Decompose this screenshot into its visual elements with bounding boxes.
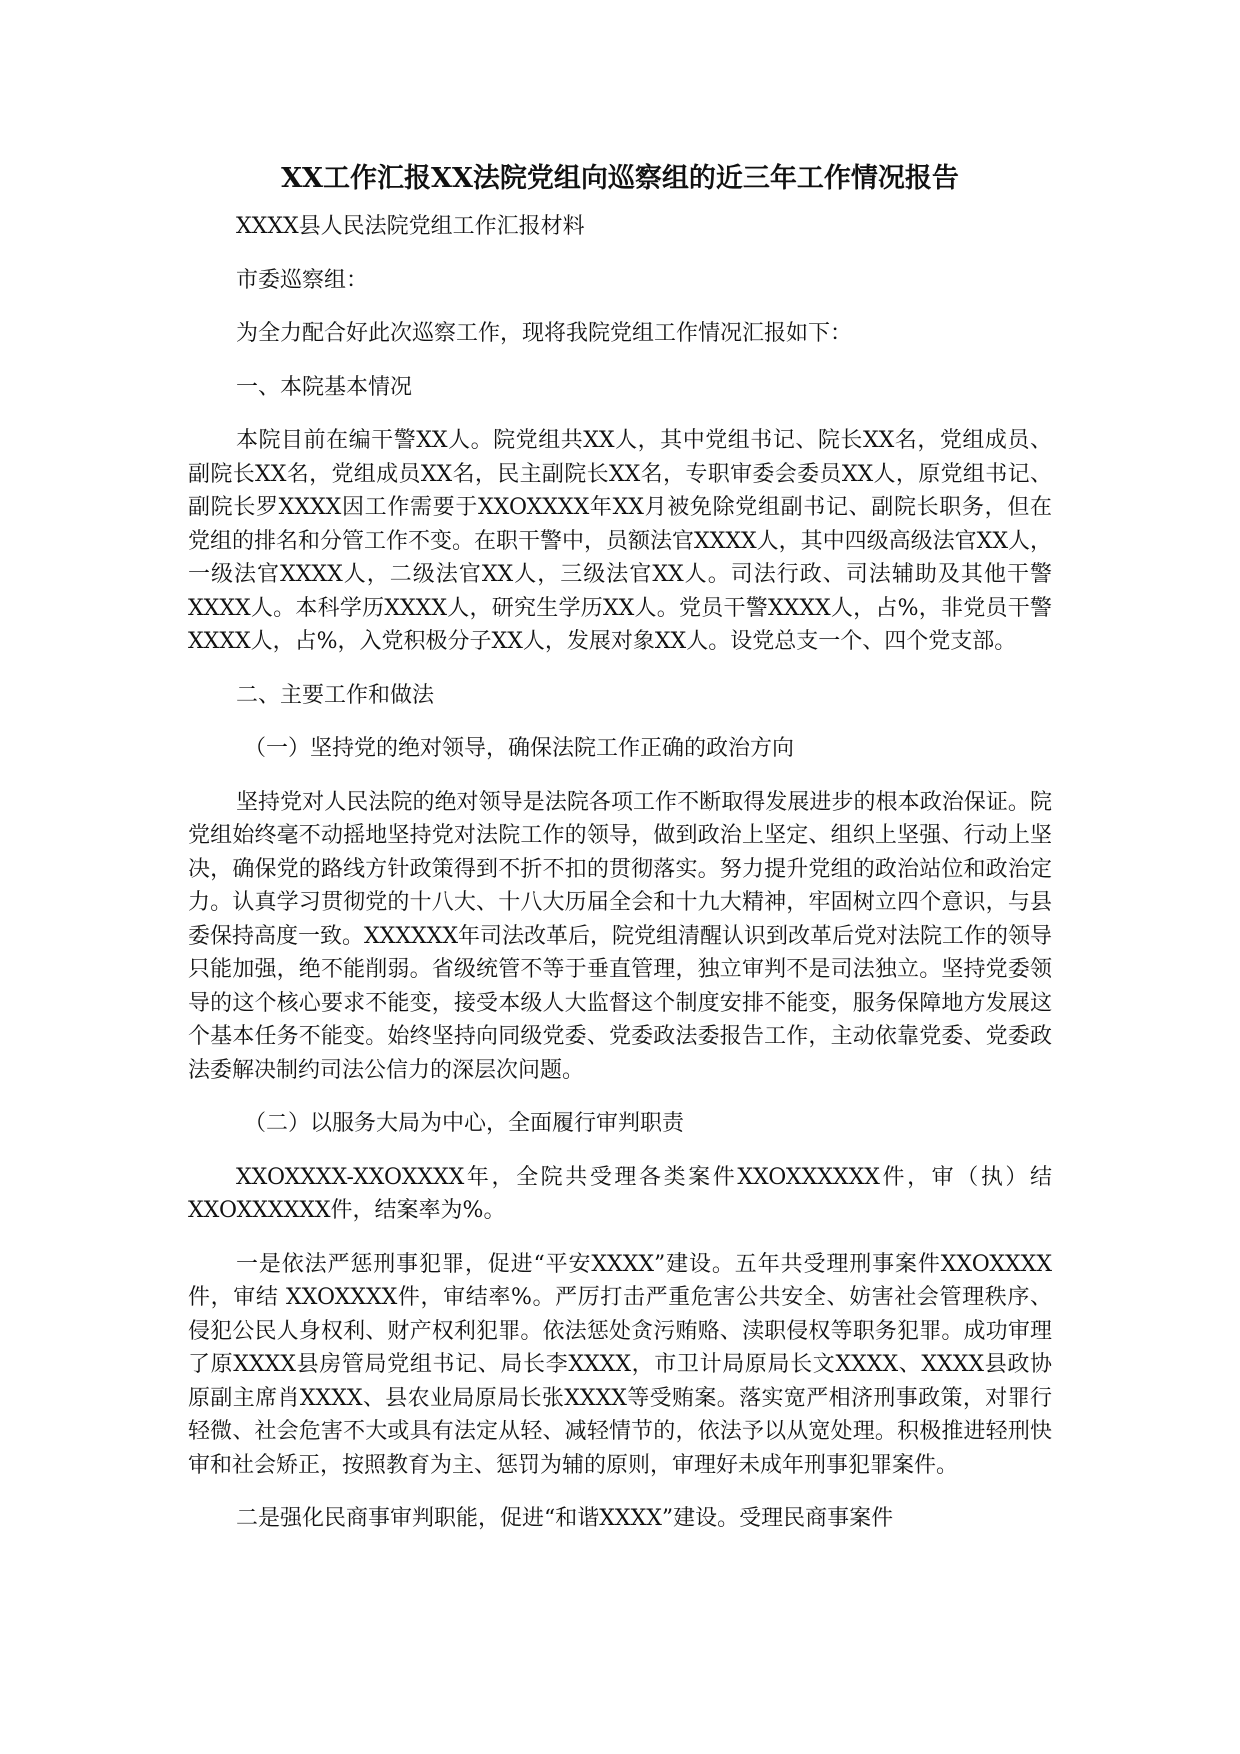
paragraph-intro: 为全力配合好此次巡察工作，现将我院党组工作情况汇报如下： [236, 321, 853, 346]
subsection-heading-party-leadership: （一）坚持党的绝对领导，确保法院工作正确的政治方向 [244, 736, 795, 761]
paragraph-civil-commercial: 二是强化民商事审判职能，促进“和谐XXXX”建设。受理民商事案件 [236, 1506, 894, 1531]
paragraph-criminal-trials: 一是依法严惩刑事犯罪，促进“平安XXXX”建设。五年共受理刑事案件XXOXXXX件，审结 XXOXXXX件，审结率%。严厉打击严重危害公共安全、妨害社会管理秩序、侵犯公民人身权利、财产权利犯罪。依法惩处贪污贿赂、渎职侵权等职务犯罪。成功审理了原XXXX县房管局党组书记、局长李XXXX，市卫计局原局长文XXXX、XXXX县政协原副主席肖XXXX、县农业局原局长张XXXX等受贿案。落实宽严相济刑事政策，对罪行轻微、社会危害不大或具有法定从轻、减轻情节的，依法予以从宽处理。积极推进轻刑快审和社会矫正，按照教育为主、惩罚为辅的原则，审理好未成年刑事犯罪案件。 [188, 1251, 1052, 1478]
section-heading-main-work: 二、主要工作和做法 [236, 682, 435, 708]
paragraph-case-statistics: XXOXXXX-XXOXXXX年，全院共受理各类案件XXOXXXXXX件，审（执）结XXOXXXXXX件，结案率为%。 [188, 1164, 1052, 1223]
section-heading-basic-info: 一、本院基本情况 [236, 374, 413, 400]
paragraph-subtitle: XXXX县人民法院党组工作汇报材料 [236, 214, 585, 239]
paragraph-basic-info: 本院目前在编干警XX人。院党组共XX人，其中党组书记、院长XX名，党组成员、副院长XX名，党组成员XX名，民主副院长XX名，专职审委会委员XX人，原党组书记、副院长罗XXXX因工作需要于XXOXXXX年XX月被免除党组副书记、副院长职务，但在党组的排名和分管工作不变。在职干警中，员额法官XXXX人，其中四级高级法官XX人，一级法官XXXX人，二级法官XX人，三级法官XX人。司法行政、司法辅助及其他干警XXXX人。本科学历XXXX人，研究生学历XX人。党员干警XXXX人，占%，非党员干警XXXX人，占%，入党积极分子XX人，发展对象XX人。设党总支一个、四个党支部。 [188, 428, 1052, 654]
document-title: XX工作汇报XX法院党组向巡察组的近三年工作情况报告 [281, 163, 959, 194]
paragraph-party-leadership: 坚持党对人民法院的绝对领导是法院各项工作不断取得发展进步的根本政治保证。院党组始终毫不动摇地坚持党对法院工作的领导，做到政治上坚定、组织上坚强、行动上坚决，确保党的路线方针政策得到不折不扣的贯彻落实。努力提升党组的政治站位和政治定力。认真学习贯彻党的十八大、十八大历届全会和十九大精神，牢固树立四个意识，与县委保持高度一致。XXXXXX年司法改革后，院党组清醒认识到改革后党对法院工作的领导只能加强，绝不能削弱。省级统管不等于垂直管理，独立审判不是司法独立。坚持党委领导的这个核心要求不能变，接受本级人大监督这个制度安排不能变，服务保障地方发展这个基本任务不能变。始终坚持向同级党委、党委政法委报告工作，主动依靠党委、党委政法委解决制约司法公信力的深层次问题。 [188, 789, 1052, 1083]
paragraph-salutation: 市委巡察组： [236, 267, 369, 293]
subsection-heading-trial-duties: （二）以服务大局为中心，全面履行审判职责 [244, 1111, 685, 1136]
document-body [188, 210, 1052, 1556]
